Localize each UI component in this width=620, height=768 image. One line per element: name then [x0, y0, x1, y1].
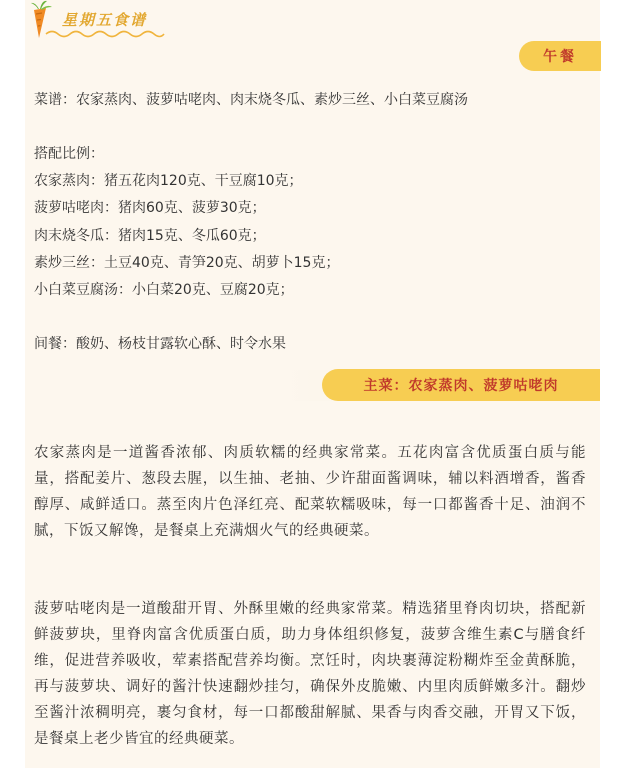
meal-badge: 午餐	[519, 41, 601, 71]
dish-description: 菠萝咕咾肉是一道酸甜开胃、外酥里嫩的经典家常菜。精选猪里脊肉切块，搭配新鲜菠萝块，里脊肉富含优质蛋白质，助力身体组织修复，菠萝含维生素C与膳食纤维，促进营养吸收，荤素搭配营养均衡。烹饪时，肉块裹薄淀粉糊炸至金黄酥脆，再与菠萝块、调好的酱汁快速翻炒挂匀，确保外皮脆嫩、内里肉质鲜嫩多汁。翻炒至酱汁浓稠明亮，裹匀食材，每一口都酸甜解腻、果香与肉香交融，开胃又下饭，是餐桌上老少皆宜的经典硬菜。	[34, 601, 586, 747]
ratio-line: 肉末烧冬瓜：猪肉15克、冬瓜60克；	[34, 228, 266, 244]
ratio-line: 素炒三丝：土豆40克、青笋20克、胡萝卜15克；	[34, 255, 340, 271]
ratio-line: 小白菜豆腐汤：小白菜20克、豆腐20克；	[34, 282, 294, 298]
main-dish-badge: 主菜：农家蒸肉、菠萝咕咾肉	[322, 369, 600, 401]
menu-dishes-line: 菜谱：农家蒸肉、菠萝咕咾肉、肉末烧冬瓜、素炒三丝、小白菜豆腐汤	[34, 92, 468, 108]
wavy-divider-icon	[44, 28, 166, 40]
snack-line: 间餐：酸奶、杨枝甘露软心酥、时令水果	[34, 336, 286, 352]
dish-description: 农家蒸肉是一道酱香浓郁、肉质软糯的经典家常菜。五花肉富含优质蛋白质与能量，搭配姜片、葱段去腥，以生抽、老抽、少许甜面酱调味，辅以料酒增香，酱香醇厚、咸鲜适口。蒸至肉片色泽红亮、配菜软糯吸味，每一口都酱香十足、油润不腻，下饭又解馋，是餐桌上充满烟火气的经典硬菜。	[34, 445, 586, 539]
ratio-line: 农家蒸肉：猪五花肉120克、干豆腐10克；	[34, 173, 303, 189]
ratio-line: 菠萝咕咾肉：猪肉60克、菠萝30克；	[34, 200, 266, 216]
day-title: 星期五食谱	[62, 11, 148, 29]
ratio-title: 搭配比例：	[34, 146, 104, 162]
